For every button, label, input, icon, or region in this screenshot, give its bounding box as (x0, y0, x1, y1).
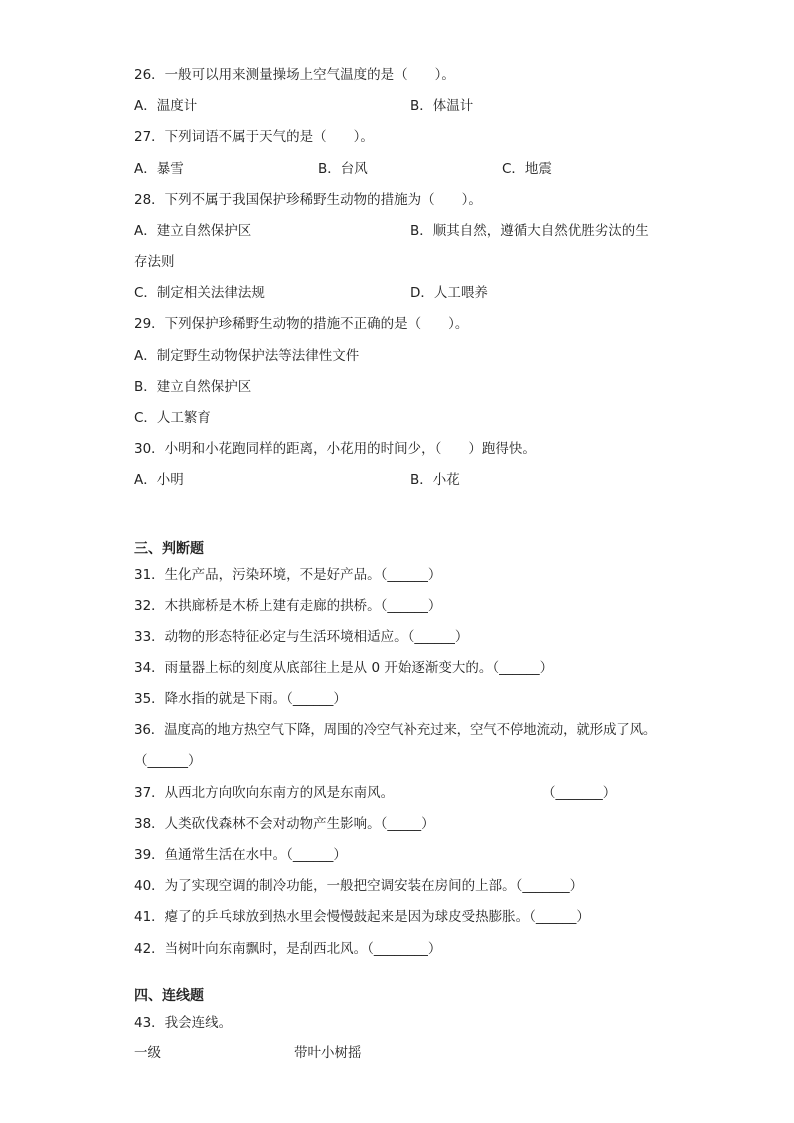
q35: 35．降水指的就是下雨。（______） (134, 691, 347, 707)
q39: 39．鱼通常生活在水中。（______） (134, 847, 347, 863)
q26-stem: 26．一般可以用来测量操场上空气温度的是（ ）。 (134, 67, 455, 83)
q29-option-a[interactable]: A．制定野生动物保护法等法律性文件 (134, 348, 360, 364)
q33: 33．动物的形态特征必定与生活环境相适应。（______） (134, 629, 469, 645)
q28-option-d[interactable]: D．人工喂养 (410, 285, 488, 301)
q28-stem: 28．下列不属于我国保护珍稀野生动物的措施为（ ）。 (134, 192, 482, 208)
q41: 41．瘪了的乒乓球放到热水里会慢慢鼓起来是因为球皮受热膨胀。（______） (134, 909, 590, 925)
q28-option-c[interactable]: C．制定相关法律法规 (134, 285, 265, 301)
q30-stem: 30．小明和小花跑同样的距离，小花用的时间少，（ ）跑得快。 (134, 441, 536, 457)
q37-answer-blank[interactable]: （_______） (542, 785, 617, 801)
q38: 38．人类砍伐森林不会对动物产生影响。（_____） (134, 816, 435, 832)
q43-left-item[interactable]: 一级 (134, 1045, 161, 1061)
q30-option-a[interactable]: A．小明 (134, 472, 184, 488)
q27-option-b[interactable]: B．台风 (318, 161, 368, 177)
q27-stem: 27．下列词语不属于天气的是（ ）。 (134, 129, 374, 145)
q27-option-c[interactable]: C．地震 (502, 161, 552, 177)
q37: 37．从西北方向吹向东南方的风是东南风。 (134, 785, 395, 801)
q34: 34．雨量器上标的刻度从底部往上是从 0 开始逐渐变大的。（______） (134, 660, 554, 676)
q42: 42．当树叶向东南飘时，是刮西北风。（________） (134, 941, 442, 957)
q28-option-a[interactable]: A．建立自然保护区 (134, 223, 252, 239)
q29-option-c[interactable]: C．人工繁育 (134, 410, 211, 426)
q28-option-b[interactable]: B．顺其自然，遵循大自然优胜劣汰的生 (410, 223, 649, 239)
section-3-title: 三、判断题 (134, 541, 204, 557)
q36: 36．温度高的地方热空气下降，周围的冷空气补充过来，空气不停地流动，就形成了风。 (134, 722, 657, 738)
q26-option-b[interactable]: B．体温计 (410, 98, 474, 114)
section-4-title: 四、连线题 (134, 988, 204, 1004)
q29-stem: 29．下列保护珍稀野生动物的措施不正确的是（ ）。 (134, 316, 469, 332)
q28-option-b-continued: 存法则 (134, 254, 175, 270)
q43-stem: 43．我会连线。 (134, 1015, 233, 1031)
q27-option-a[interactable]: A．暴雪 (134, 161, 184, 177)
q40: 40．为了实现空调的制冷功能，一般把空调安装在房间的上部。（_______） (134, 878, 584, 894)
q43-right-item[interactable]: 带叶小树摇 (294, 1045, 362, 1061)
q30-option-b[interactable]: B．小花 (410, 472, 460, 488)
q36-answer-blank[interactable]: （______） (134, 753, 202, 769)
q31: 31．生化产品，污染环境，不是好产品。（______） (134, 567, 442, 583)
q26-option-a[interactable]: A．温度计 (134, 98, 198, 114)
q29-option-b[interactable]: B．建立自然保护区 (134, 379, 252, 395)
q32: 32．木拱廊桥是木桥上建有走廊的拱桥。（______） (134, 598, 442, 614)
